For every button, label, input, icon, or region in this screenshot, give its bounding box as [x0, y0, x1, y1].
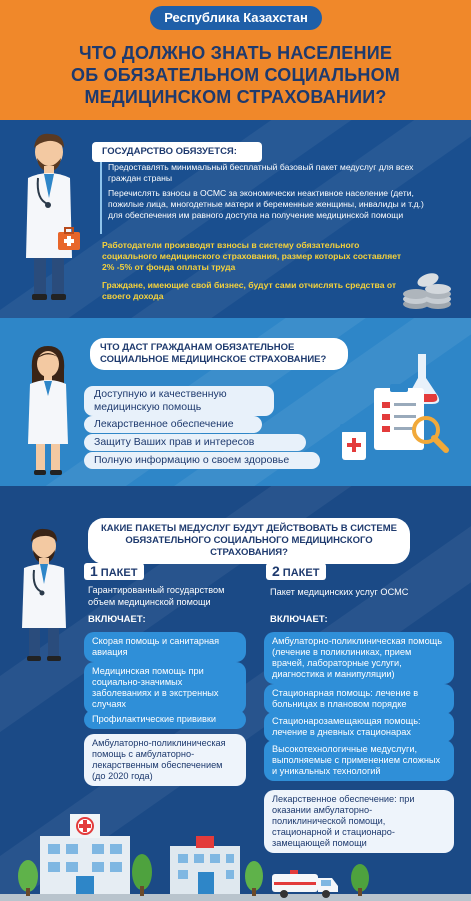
package-number: 2 — [272, 563, 280, 579]
benefit-item: Защиту Ваших прав и интересов — [84, 434, 306, 451]
employers-rate: 2% -5% от фонда оплаты труда — [102, 262, 236, 272]
benefit-item: Лекарственное обеспечение — [84, 416, 262, 433]
employers-text — [102, 240, 402, 273]
self-employed-text: Граждане, имеющие свой бизнес, будут сами отчислять средства от своего дохода — [102, 280, 397, 301]
benefit-item: Доступную и качественную медицинскую помощь — [84, 386, 274, 416]
package-1-desc: Гарантированный государством объем медицинской помощи — [88, 585, 225, 607]
package-number: 1 — [90, 563, 98, 579]
hospital-city-icon — [0, 808, 471, 901]
packages-heading: КАКИЕ ПАКЕТЫ МЕДУСЛУГ БУДУТ ДЕЙСТВОВАТЬ В СИСТЕМЕ ОБЯЗАТЕЛЬНОГО СОЦИАЛЬНОГО МЕДИЦИНСКОГО СТРАХОВАНИЯ? — [88, 518, 410, 564]
package-2-item: Стационарная помощь: лечение в больницах в плановом порядке — [264, 684, 454, 714]
title-line: МЕДИЦИНСКОМ СТРАХОВАНИИ? — [84, 87, 387, 107]
package-1-item: Медицинская помощь при социально-значимых заболеваниях и в экстренных случаях — [84, 662, 246, 714]
male-doctor-icon — [14, 128, 84, 308]
state-item: Предоставлять минимальный бесплатный базовый пакет медуслуг для всех граждан страны — [108, 162, 414, 183]
package-1-item: Амбулаторно-поликлиническая помощь с амбулаторно-лекарственным обеспечением (до 2020 года) — [84, 734, 246, 786]
package-word: ПАКЕТ — [100, 567, 138, 579]
package-1-includes: ВКЛЮЧАЕТ: — [88, 614, 146, 625]
title-line: ОБ ОБЯЗАТЕЛЬНОМ СОЦИАЛЬНОМ — [71, 65, 400, 85]
state-item: Перечислять взносы в ОСМС за экономически неактивное население (дети, пожилые лица, многодетные матери и беременные женщины, инвалиды и т.д.) для обеспечения им равного доступа на получение медицинской помощи — [108, 188, 424, 220]
package-2-item: Высокотехнологичные медуслуги, выполняемые с применением сложных и уникальных технологий — [264, 740, 454, 781]
package-2-includes: ВКЛЮЧАЕТ: — [270, 614, 328, 625]
package-1-item: Профилактические прививки — [84, 710, 246, 729]
benefits-heading: ЧТО ДАСТ ГРАЖДАНАМ ОБЯЗАТЕЛЬНОЕ СОЦИАЛЬНОЕ МЕДИЦИНСКОЕ СТРАХОВАНИЕ? — [90, 338, 348, 370]
package-1-label — [84, 563, 144, 580]
package-2-item: Амбулаторно-поликлиническая помощь (лечение в поликлиниках, прием врачей, лабораторные услуги, диагностика и манипуляции) — [264, 632, 454, 684]
bearded-doctor-icon — [14, 524, 74, 664]
page-title — [20, 42, 451, 108]
package-2-item: Стационарозамещающая помощь: лечение в дневных стационарах — [264, 712, 454, 742]
package-2-desc: Пакет медицинских услуг ОСМС — [270, 587, 409, 597]
title-line: ЧТО ДОЛЖНО ЗНАТЬ НАСЕЛЕНИЕ — [78, 43, 393, 63]
medical-illustration-icon — [334, 350, 458, 474]
employers-desc: Работодатели производят взносы в систему обязательного социального медицинского страхования, размер которых составляет — [102, 240, 402, 261]
coins-icon — [398, 268, 458, 310]
state-heading: ГОСУДАРСТВО ОБЯЗУЕТСЯ: — [92, 142, 262, 162]
package-word: ПАКЕТ — [282, 567, 320, 579]
package-2-item: Лекарственное обеспечение: при оказании амбулаторно-поликлинической помощи, стационарной и стационаро-замещающей помощи — [264, 790, 454, 853]
header — [0, 0, 471, 120]
divider — [100, 162, 102, 234]
benefit-item: Полную информацию о своем здоровье — [84, 452, 320, 469]
country-badge: Республика Казахстан — [150, 6, 322, 30]
female-doctor-icon — [22, 344, 74, 478]
package-1-item: Скорая помощь и санитарная авиация — [84, 632, 246, 662]
package-2-label — [266, 563, 326, 580]
